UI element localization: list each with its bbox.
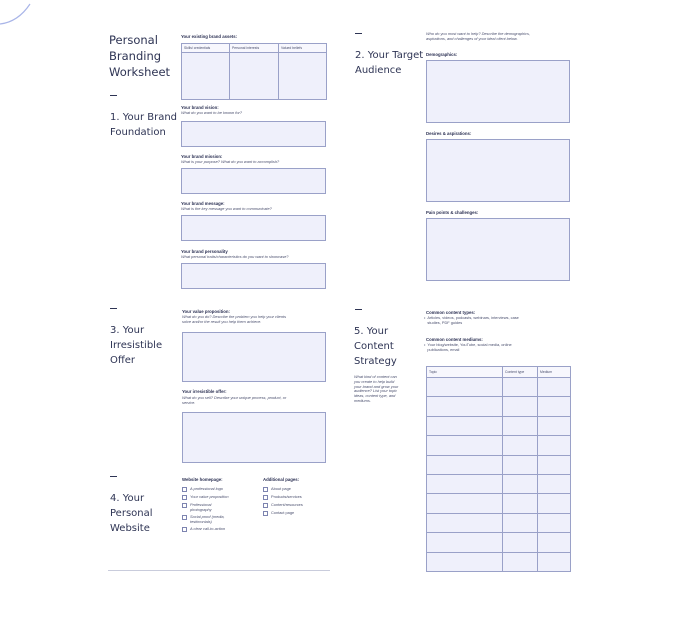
content-mediums-text [427, 343, 511, 353]
content-strategy-prompt-line: mediums. [354, 397, 371, 403]
content-plan-cell[interactable] [427, 378, 503, 397]
checklist-item-label: A professional logo [190, 486, 223, 491]
vision-prompt: What do you want to be known for? [181, 110, 242, 115]
content-plan-cell[interactable] [503, 552, 538, 571]
content-strategy-prompt [354, 375, 416, 404]
checklist-item-label: A clear call-to-action [190, 526, 226, 532]
checklist-item[interactable] [263, 511, 333, 516]
assets-table [181, 43, 327, 100]
content-plan-cell[interactable] [538, 436, 571, 455]
desires-field[interactable] [426, 139, 570, 202]
content-plan-cell[interactable] [538, 474, 571, 493]
assets-col-header: Skills/ credentials [182, 44, 230, 53]
checklist-item[interactable] [182, 487, 257, 492]
content-plan-cell[interactable] [503, 533, 538, 552]
content-plan-cell[interactable] [503, 397, 538, 416]
demographics-field[interactable] [426, 60, 570, 123]
message-prompt: What is the key message you want to communicate? [181, 206, 272, 211]
value-prop-field[interactable] [182, 332, 326, 382]
message-field[interactable] [181, 215, 326, 241]
offer-label: Your irresistible offer: [182, 389, 227, 394]
section2-title-line-2: Audience [355, 65, 402, 76]
content-plan-row [427, 513, 571, 532]
section2-title [355, 48, 423, 78]
content-types-text-line: studies, PDF guides [427, 319, 463, 325]
desires-label: Desires & aspirations: [426, 131, 472, 136]
worksheet-title [109, 32, 170, 80]
checklist-item-label-line: testimonials) [190, 518, 212, 524]
content-mediums-text-line: Your blog/website, YouTube, social media, online [427, 342, 512, 347]
section5-title-line-3: Strategy [354, 356, 397, 367]
section2-title-line-1: 2. Your Target [355, 50, 424, 61]
section3-title-line-3: Offer [110, 355, 136, 366]
checkbox[interactable] [182, 515, 187, 520]
page-divider [108, 570, 330, 571]
offer-field[interactable] [182, 412, 326, 463]
content-strategy-prompt-line: you create to help build [354, 378, 395, 384]
checklist-item[interactable] [182, 515, 257, 524]
content-plan-row [427, 436, 571, 455]
pages-label: Additional pages: [263, 477, 300, 482]
checklist-item-label: Products/services [271, 494, 302, 499]
checklist-item[interactable] [263, 495, 333, 500]
value-prop-prompt-line-1: What do you do? Describe the problem you help your clients [182, 314, 287, 319]
content-plan-cell[interactable] [503, 513, 538, 532]
personality-label: Your brand personality [181, 249, 228, 254]
assets-cell[interactable] [230, 53, 279, 100]
section4-title [110, 491, 153, 536]
content-plan-table [426, 366, 571, 572]
section1-title-line-2: Foundation [110, 127, 166, 138]
content-plan-row [427, 378, 571, 397]
mission-field[interactable] [181, 168, 326, 194]
content-plan-cell[interactable] [427, 455, 503, 474]
section1-title-line-1: 1. Your Brand [110, 112, 178, 123]
offer-prompt [182, 396, 286, 406]
checklist-item-label-line: Professional [190, 502, 212, 507]
value-prop-prompt-line-2: solve and/or the result you help them achieve. [182, 318, 262, 324]
content-plan-cell[interactable] [503, 436, 538, 455]
content-strategy-prompt-line: your brand and grow your [354, 383, 399, 389]
content-plan-cell[interactable] [538, 416, 571, 435]
checkbox[interactable] [263, 511, 268, 516]
pain-points-label: Pain points & challenges: [426, 210, 479, 215]
checkbox[interactable] [182, 495, 187, 500]
content-plan-cell[interactable] [427, 436, 503, 455]
section3-title-line-1: 3. Your [110, 325, 145, 336]
checkbox[interactable] [182, 503, 187, 508]
content-mediums-list [424, 343, 512, 353]
content-plan-cell[interactable] [503, 474, 538, 493]
assets-col-header: Valued beliefs [279, 44, 327, 53]
offer-prompt-line-2: service. [182, 399, 196, 405]
mission-label: Your brand mission: [181, 154, 223, 159]
checklist-item[interactable] [182, 503, 257, 512]
assets-cell[interactable] [182, 53, 230, 100]
value-prop-prompt [182, 315, 286, 325]
section4-title-line-1: 4. Your [110, 493, 145, 504]
homepage-checklist [182, 487, 257, 535]
content-plan-cell[interactable] [427, 533, 503, 552]
checklist-item-label [190, 503, 212, 512]
pain-points-field[interactable] [426, 218, 570, 281]
content-plan-row [427, 455, 571, 474]
content-strategy-prompt-line: What kind of content can [354, 374, 397, 379]
bullet-dot: • [424, 342, 426, 347]
checkbox[interactable] [182, 487, 187, 492]
content-plan-cell[interactable] [427, 552, 503, 571]
content-types-text [427, 316, 518, 326]
section4-title-line-2: Personal [110, 508, 153, 519]
audience-intro [426, 32, 530, 42]
section4-dash [110, 476, 117, 477]
assets-label: Your existing brand assets: [181, 34, 238, 39]
offer-prompt-line-1: What do you sell? Describe your unique process, product, or [182, 395, 287, 400]
content-plan-row [427, 397, 571, 416]
checkbox[interactable] [263, 503, 268, 508]
content-plan-row [427, 474, 571, 493]
vision-label: Your brand vision: [181, 105, 219, 110]
title-line-1: Personal [109, 33, 158, 47]
homepage-label: Website homepage: [182, 477, 223, 482]
checklist-item-label: About page [271, 486, 291, 491]
section5-title-line-2: Content [354, 341, 394, 352]
section5-dash [355, 309, 362, 310]
decorative-swoosh [0, 0, 60, 40]
content-plan-row [427, 552, 571, 571]
content-plan-col-header: Topic [427, 367, 503, 378]
content-plan-cell[interactable] [538, 552, 571, 571]
content-plan-cell[interactable] [538, 513, 571, 532]
mission-prompt: What is your purpose? What do you want to accomplish? [181, 159, 280, 164]
checklist-item-label: Contact page [271, 510, 295, 515]
pages-checklist [263, 487, 333, 519]
content-plan-cell[interactable] [427, 494, 503, 513]
content-plan-row [427, 494, 571, 513]
content-plan-cell[interactable] [503, 455, 538, 474]
demographics-label: Demographics: [426, 52, 458, 57]
content-plan-cell[interactable] [427, 513, 503, 532]
checklist-item[interactable] [263, 503, 333, 508]
value-prop-label: Your value proposition: [182, 309, 230, 314]
personality-prompt: What personal traits/characteristics do you want to showcase? [181, 254, 289, 259]
content-plan-cell[interactable] [427, 416, 503, 435]
checkbox[interactable] [182, 527, 187, 532]
content-mediums-text-line: publications, email [427, 346, 460, 352]
content-plan-cell[interactable] [538, 533, 571, 552]
section3-dash [110, 308, 117, 309]
checklist-item-label: Your value proposition [190, 494, 229, 499]
title-line-2: Branding [109, 49, 162, 63]
section5-title [354, 324, 397, 369]
content-types-list [424, 316, 519, 326]
checkbox[interactable] [263, 487, 268, 492]
content-plan-row [427, 416, 571, 435]
checklist-item-label-line: Social proof (media, [190, 514, 225, 520]
content-strategy-prompt-line: audience? List your topic [354, 388, 398, 394]
checklist-item[interactable] [263, 487, 333, 492]
content-mediums-label: Common content mediums: [426, 337, 483, 342]
content-plan-cell[interactable] [503, 494, 538, 513]
checklist-item-label-line: photography [190, 506, 212, 512]
content-plan-cell[interactable] [538, 378, 571, 397]
section5-title-line-1: 5. Your [354, 326, 389, 337]
content-plan-col-header: Medium [538, 367, 571, 378]
bullet-dot: • [424, 315, 426, 320]
checklist-item-label [190, 515, 225, 524]
content-mediums-item [424, 343, 512, 353]
audience-intro-line-1: Who do you most want to help? Describe the demographics, [426, 31, 531, 36]
content-types-label: Common content types: [426, 310, 476, 315]
audience-intro-line-2: aspirations, and challenges of your ideal client below. [426, 35, 518, 41]
content-plan-cell[interactable] [503, 378, 538, 397]
section3-title [110, 323, 162, 368]
content-plan-body [427, 378, 571, 572]
assets-col-header: Personal interests [230, 44, 279, 53]
content-strategy-prompt-line: ideas, content type, and [354, 393, 396, 399]
content-plan-cell[interactable] [503, 416, 538, 435]
section1-dash [110, 95, 117, 96]
personality-field[interactable] [181, 263, 326, 289]
content-plan-cell[interactable] [538, 494, 571, 513]
section4-title-line-3: Website [110, 523, 150, 534]
content-types-text-line: Articles, videos, podcasts, webinars, interviews, case [427, 315, 519, 320]
vision-field[interactable] [181, 121, 326, 147]
section1-title [110, 110, 177, 140]
content-plan-col-header: Content type [503, 367, 538, 378]
assets-cell[interactable] [279, 53, 327, 100]
content-plan-row [427, 533, 571, 552]
checklist-item-label: Content/resources [271, 502, 303, 507]
section3-title-line-2: Irresistible [110, 340, 163, 351]
title-line-3: Worksheet [109, 65, 171, 79]
content-plan-cell[interactable] [538, 397, 571, 416]
checkbox[interactable] [263, 495, 268, 500]
content-plan-cell[interactable] [427, 397, 503, 416]
section2-dash [355, 33, 362, 34]
content-plan-cell[interactable] [427, 474, 503, 493]
content-types-item [424, 316, 519, 326]
checklist-item[interactable] [182, 527, 257, 532]
content-plan-cell[interactable] [538, 455, 571, 474]
checklist-item[interactable] [182, 495, 257, 500]
message-label: Your brand message: [181, 201, 225, 206]
